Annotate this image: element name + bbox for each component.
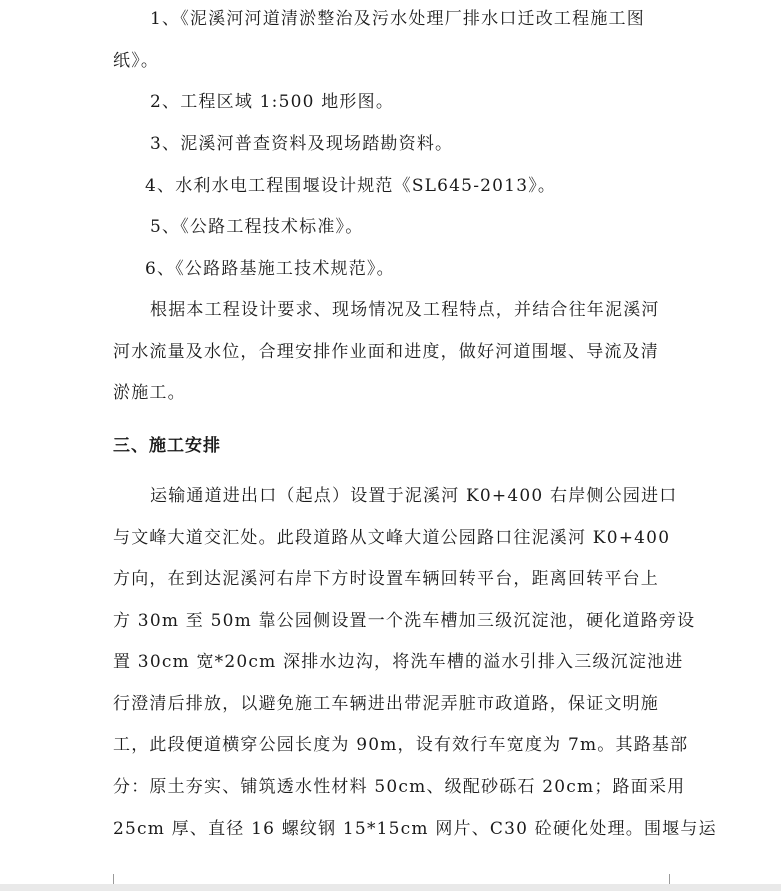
reference-item-1-cont: 纸》。 xyxy=(113,51,160,71)
paragraph-line: 置 30cm 宽*20cm 深排水边沟，将洗车槽的溢水引排入三级沉淀池进 xyxy=(113,652,684,672)
reference-item-2: 2、工程区域 1:500 地形图。 xyxy=(150,92,395,112)
paragraph-line: 淤施工。 xyxy=(113,383,186,403)
paragraph-line: 工，此段便道横穿公园长度为 90m，设有效行车宽度为 7m。其路基部 xyxy=(113,735,689,755)
paragraph-line: 分：原土夯实、铺筑透水性材料 50cm、级配砂砾石 20cm；路面采用 xyxy=(113,777,686,797)
reference-item-3: 3、泥溪河普查资料及现场踏勘资料。 xyxy=(150,134,454,154)
paragraph-line: 方向，在到达泥溪河右岸下方时设置车辆回转平台，距离回转平台上 xyxy=(113,569,659,589)
paragraph-line: 根据本工程设计要求、现场情况及工程特点，并结合往年泥溪河 xyxy=(150,300,660,320)
paragraph-line: 河水流量及水位，合理安排作业面和进度，做好河道围堰、导流及清 xyxy=(113,342,659,362)
paragraph-line: 行澄清后排放，以避免施工车辆进出带泥弄脏市政道路，保证文明施 xyxy=(113,694,659,714)
section-heading: 三、施工安排 xyxy=(113,436,221,456)
paragraph-line: 方 30m 至 50m 靠公园侧设置一个洗车槽加三级沉淀池，硬化道路旁设 xyxy=(113,611,696,631)
reference-item-6: 6、《公路路基施工技术规范》。 xyxy=(145,259,395,279)
paragraph-line: 运输通道进出口（起点）设置于泥溪河 K0+400 右岸侧公园进口 xyxy=(150,486,678,506)
paragraph-line: 与文峰大道交汇处。此段道路从文峰大道公园路口往泥溪河 K0+400 xyxy=(113,528,671,548)
page-bottom-gap xyxy=(0,884,781,891)
reference-item-4: 4、水利水电工程围堰设计规范《SL645-2013》。 xyxy=(145,176,557,196)
reference-item-5: 5、《公路工程技术标准》。 xyxy=(150,217,364,237)
reference-item-1: 1、《泥溪河河道清淤整治及污水处理厂排水口迁改工程施工图 xyxy=(150,9,645,29)
paragraph-line: 25cm 厚、直径 16 螺纹钢 15*15cm 网片、C30 砼硬化处理。围堰与运 xyxy=(113,819,717,839)
